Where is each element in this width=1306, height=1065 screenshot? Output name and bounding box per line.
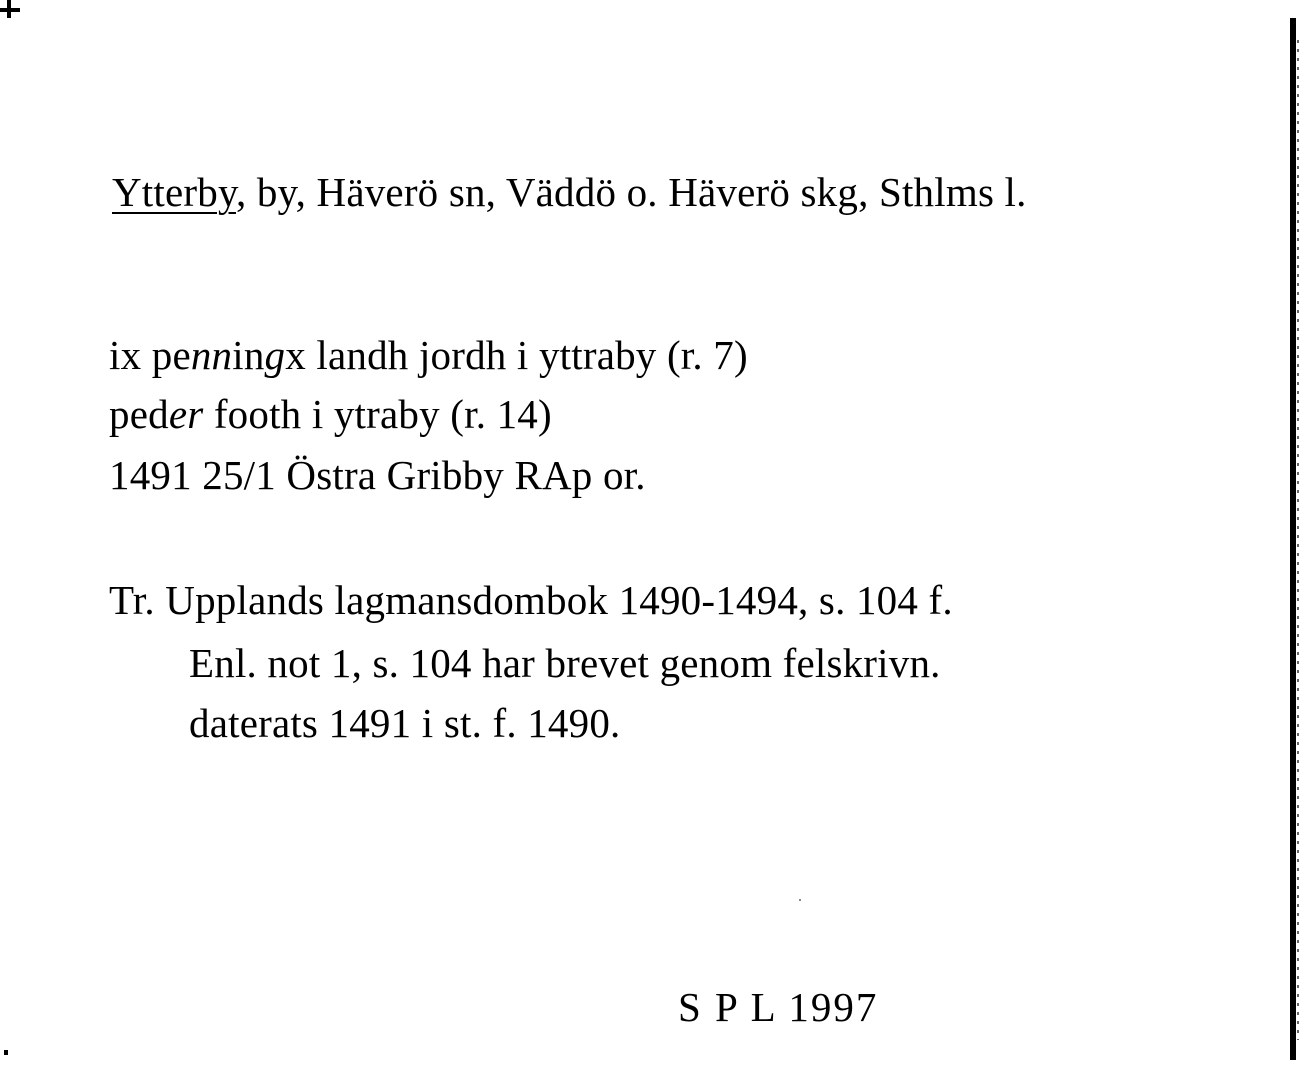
place-description: , by, Häverö sn, Väddö o. Häverö skg, Sthlms l. [235,169,1027,215]
scan-speck [4,1050,8,1055]
quote-text: x landh jordh i yttraby (r. 7) [285,332,748,378]
reference-line-1: Tr. Upplands lagmansdombok 1490-1494, s. 104 f. [109,577,953,623]
signature: S P L 1997 [678,984,879,1030]
quote-text: footh i ytraby (r. 14) [203,391,552,437]
expanded-abbreviation: er [168,391,204,437]
source-date-line: 1491 25/1 Östra Gribby RAp or. [109,452,646,498]
quote-text: ped [109,391,169,437]
quote-text: ix pe [109,332,191,378]
quote-line-2 [109,391,552,437]
card-edge-shadow [1297,40,1299,1040]
registration-mark [0,0,22,22]
expanded-abbreviation: nn [190,332,233,378]
scan-speck [799,899,801,901]
reference-line-2: Enl. not 1, s. 104 har brevet genom felskrivn. [189,640,941,686]
quote-line-1 [109,332,748,378]
place-name: Ytterby [112,169,236,215]
reference-line-3: daterats 1491 i st. f. 1490. [189,700,621,746]
quote-text: in [232,332,265,378]
card-edge [1290,18,1296,1060]
card-heading [112,169,1027,215]
expanded-abbreviation: g [264,332,286,378]
